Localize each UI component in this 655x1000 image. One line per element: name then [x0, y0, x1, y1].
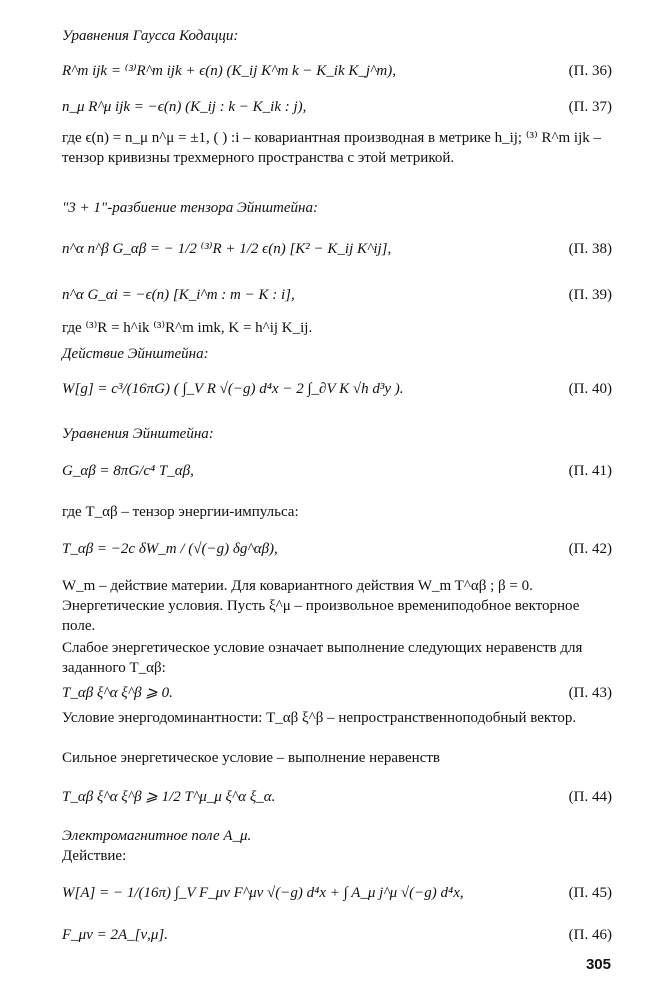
equation: [62, 236, 612, 262]
equation-formula: G_αβ = 8πG/c⁴ T_αβ,: [62, 463, 194, 479]
equation-formula: T_αβ ξ^α ξ^β ⩾ 1/2 T^μ_μ ξ^α ξ_α.: [62, 789, 276, 805]
equation: [62, 922, 612, 948]
paragraph: где ⁽³⁾R = h^ik ⁽³⁾R^m imk, K = h^ij K_ij.: [62, 320, 313, 336]
equation-formula: T_αβ = −2c δW_m / (√(−g) δg^αβ),: [62, 541, 278, 557]
equation-number: (П. 46): [568, 927, 612, 943]
equation-formula: W[g] = c³/(16πG) ( ∫_V R √(−g) d⁴x − 2 ∫_∂V K √h d³y ).: [62, 381, 404, 397]
equation-formula: W[A] = − 1/(16π) ∫_V F_μν F^μν √(−g) d⁴x + ∫ A_μ j^μ √(−g) d⁴x,: [62, 885, 464, 901]
equation-formula: n^α n^β G_αβ = − 1/2 ⁽³⁾R + 1/2 ϵ(n) [K² − K_ij K^ij],: [62, 241, 392, 257]
paragraph: Энергетические условия. Пусть ξ^μ – произвольное времениподобное векторное поле.: [62, 598, 580, 634]
paragraph: Условие энергодоминантности: T_αβ ξ^β – непространственноподобный вектор.: [62, 710, 577, 726]
section-heading: Уравнения Эйнштейна:: [62, 426, 214, 442]
equation-formula: R^m ijk = ⁽³⁾R^m ijk + ϵ(n) (K_ij K^m k − K_ik K_j^m),: [62, 63, 396, 79]
equation-number: (П. 37): [568, 99, 612, 115]
equation: [62, 536, 612, 562]
equation-formula: F_μν = 2A_[ν,μ].: [62, 927, 168, 943]
equation: [62, 880, 612, 906]
paragraph: где ϵ(n) = n_μ n^μ = ±1, ( ) :i – ковариантная производная в метрике h_ij; ⁽³⁾ R^m ijk – тензор кривизны трехмерного пространства с этой метрикой.: [62, 130, 602, 166]
equation-formula: n^α G_αi = −ϵ(n) [K_i^m : m − K : i],: [62, 287, 295, 303]
section-heading: Действие Эйнштейна:: [62, 346, 209, 362]
equation-number: (П. 43): [568, 685, 612, 701]
paragraph: Слабое энергетическое условие означает выполнение следующих неравенств для заданного T_αβ:: [62, 640, 583, 676]
equation: [62, 282, 612, 308]
equation: [62, 784, 612, 810]
equation-formula: T_αβ ξ^α ξ^β ⩾ 0.: [62, 685, 173, 701]
equation: [62, 58, 612, 84]
paragraph: W_m – действие материи. Для ковариантного действия W_m T^αβ ; β = 0.: [62, 578, 533, 594]
paragraph: Действие:: [62, 848, 127, 864]
section-heading: "3 + 1"-разбиение тензора Эйнштейна:: [62, 200, 318, 216]
equation-number: (П. 41): [568, 463, 612, 479]
equation-number: (П. 38): [568, 241, 612, 257]
section-heading: Электромагнитное поле A_μ.: [62, 828, 252, 844]
equation: [62, 458, 612, 484]
equation: [62, 94, 612, 120]
equation-formula: n_μ R^μ ijk = −ϵ(n) (K_ij : k − K_ik : j),: [62, 99, 307, 115]
equation: [62, 680, 612, 706]
equation-number: (П. 42): [568, 541, 612, 557]
equation-number: (П. 45): [568, 885, 612, 901]
section-heading: Уравнения Гаусса Кодацци:: [62, 28, 239, 44]
equation: [62, 376, 612, 402]
equation-number: (П. 44): [568, 789, 612, 805]
paragraph: где T_αβ – тензор энергии-импульса:: [62, 504, 299, 520]
page-number: 305: [585, 956, 611, 973]
equation-number: (П. 39): [568, 287, 612, 303]
paragraph: Сильное энергетическое условие – выполнение неравенств: [62, 750, 440, 766]
equation-number: (П. 40): [568, 381, 612, 397]
equation-number: (П. 36): [568, 63, 612, 79]
